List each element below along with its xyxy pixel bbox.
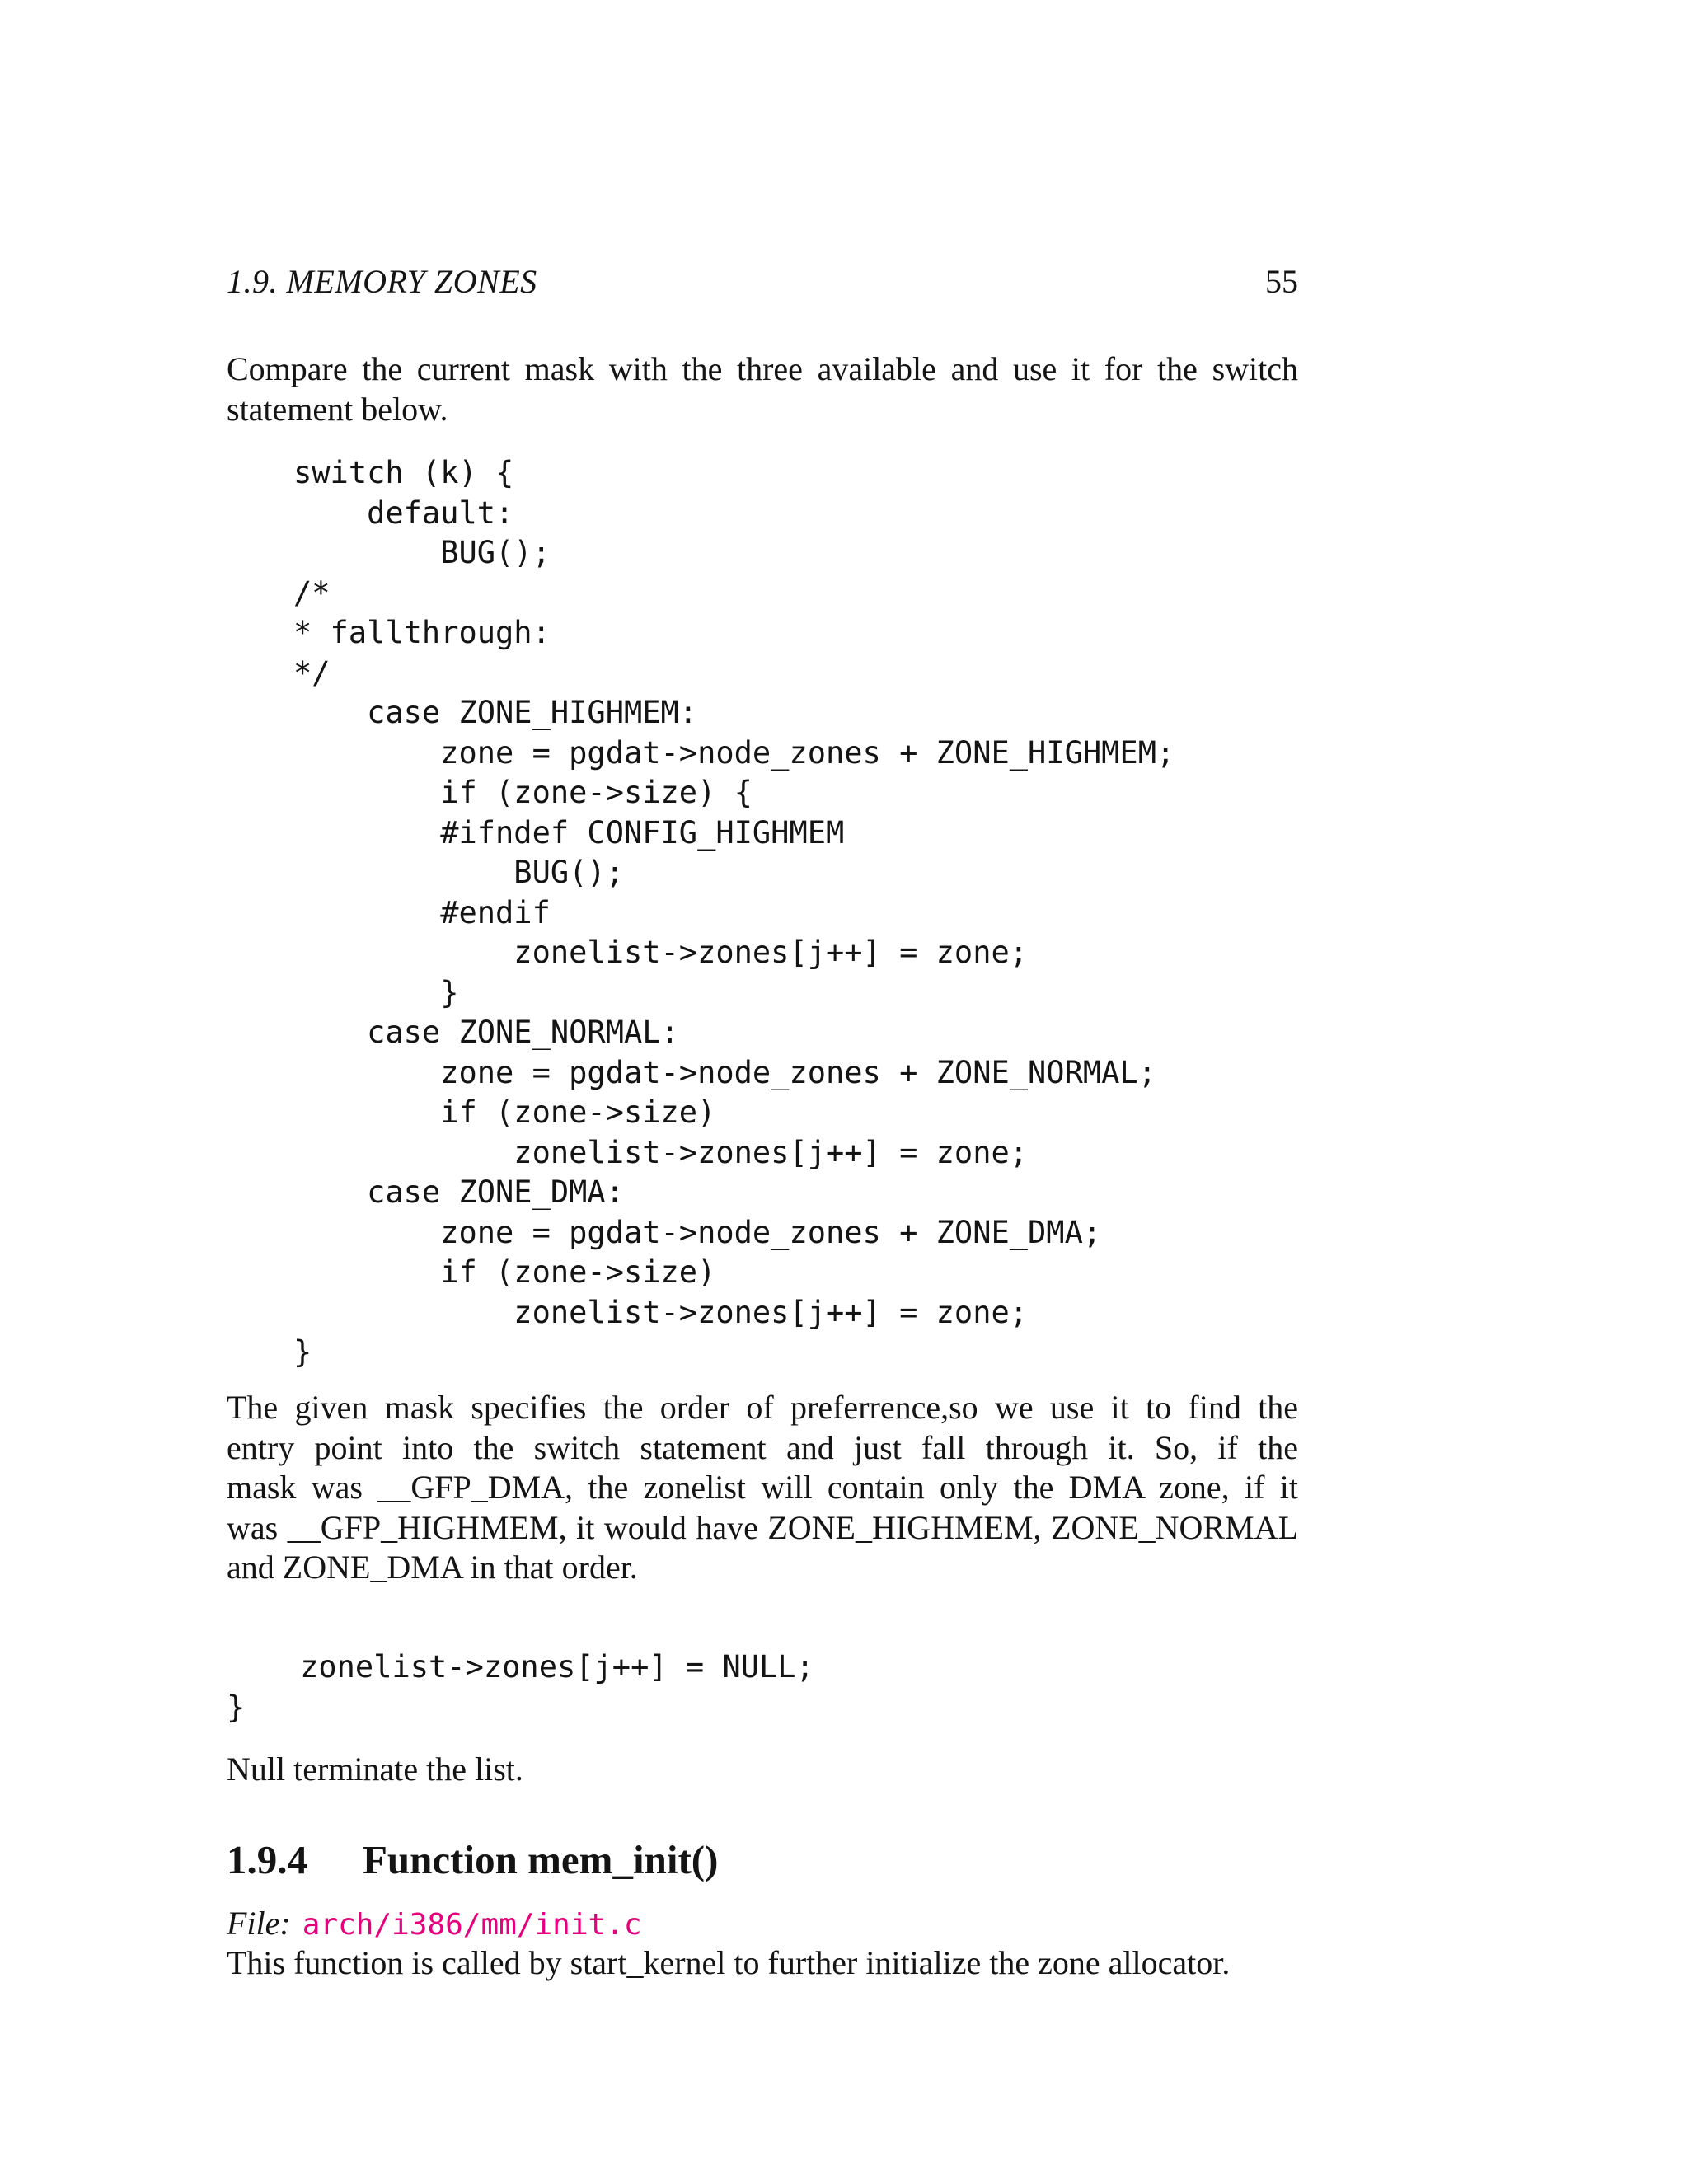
code-line: case ZONE_DMA:: [293, 1174, 624, 1210]
page-number: 55: [1265, 263, 1298, 300]
code-line: BUG();: [293, 535, 551, 570]
code-line: zone = pgdat->node_zones + ZONE_DMA;: [293, 1214, 1102, 1250]
code-line: if (zone->size) {: [293, 775, 753, 810]
code-line: zonelist->zones[j++] = zone;: [293, 935, 1029, 970]
code-line: zone = pgdat->node_zones + ZONE_NORMAL;: [293, 1054, 1156, 1090]
section-intro-text: This function is called by start_kernel to further initialize the zone allocator.: [227, 1944, 1231, 1981]
paragraph-line: entry point into the switch statement and just fall through it. So, if the: [227, 1428, 1298, 1466]
code-block-switch: [293, 453, 1175, 1373]
file-label: File:: [227, 1905, 291, 1942]
section-number: 1.9.4: [227, 1837, 307, 1882]
code-line: * fallthrough:: [293, 615, 551, 650]
paragraph-line: and ZONE_DMA in that order.: [227, 1549, 638, 1586]
paragraph-line: Null terminate the list.: [227, 1750, 523, 1788]
code-line: case ZONE_NORMAL:: [293, 1015, 679, 1050]
paragraph-line: The given mask specifies the order of preferrence,so we use it to find the: [227, 1389, 1298, 1426]
code-line: zonelist->zones[j++] = zone;: [293, 1134, 1029, 1170]
explanation-paragraph: [227, 1388, 1298, 1588]
code-line: case ZONE_HIGHMEM:: [293, 695, 698, 730]
null-terminate-paragraph: [227, 1750, 1298, 1790]
code-line: default:: [293, 494, 514, 531]
section-heading: [227, 1836, 718, 1883]
code-line: }: [293, 1334, 312, 1370]
code-line: zone = pgdat->node_zones + ZONE_HIGHMEM;: [293, 734, 1175, 771]
code-line: if (zone->size): [293, 1094, 716, 1130]
code-line: zonelist->zones[j++] = zone;: [293, 1294, 1029, 1330]
code-line: }: [293, 974, 459, 1010]
code-line: */: [293, 654, 331, 691]
paragraph-line: mask was __GFP_DMA, the zonelist will contain only the DMA zone, if it: [227, 1469, 1298, 1506]
code-line: #ifndef CONFIG_HIGHMEM: [293, 814, 845, 851]
running-header: [227, 262, 1298, 305]
code-line: }: [227, 1689, 246, 1725]
paragraph-line: statement below.: [227, 390, 448, 428]
code-line: if (zone->size): [293, 1254, 716, 1290]
file-path-link[interactable]: arch/i386/mm/init.c: [302, 1908, 642, 1942]
paragraph-line: was __GFP_HIGHMEM, it would have ZONE_HIGHMEM, ZONE_NORMAL: [227, 1508, 1298, 1546]
file-reference: [227, 1904, 642, 1943]
code-block-null-terminate: [227, 1647, 814, 1727]
code-line: BUG();: [293, 855, 624, 890]
paragraph-line: Compare the current mask with the three available and use it for the switch: [227, 350, 1298, 387]
code-line: zonelist->zones[j++] = NULL;: [227, 1649, 814, 1685]
code-line: switch (k) {: [293, 455, 514, 490]
code-line: /*: [293, 574, 331, 611]
intro-paragraph: [227, 349, 1298, 429]
running-header-section-title: 1.9. MEMORY ZONES: [227, 263, 537, 300]
code-line: #endif: [293, 894, 551, 930]
section-title: Function mem_init(): [363, 1837, 719, 1882]
